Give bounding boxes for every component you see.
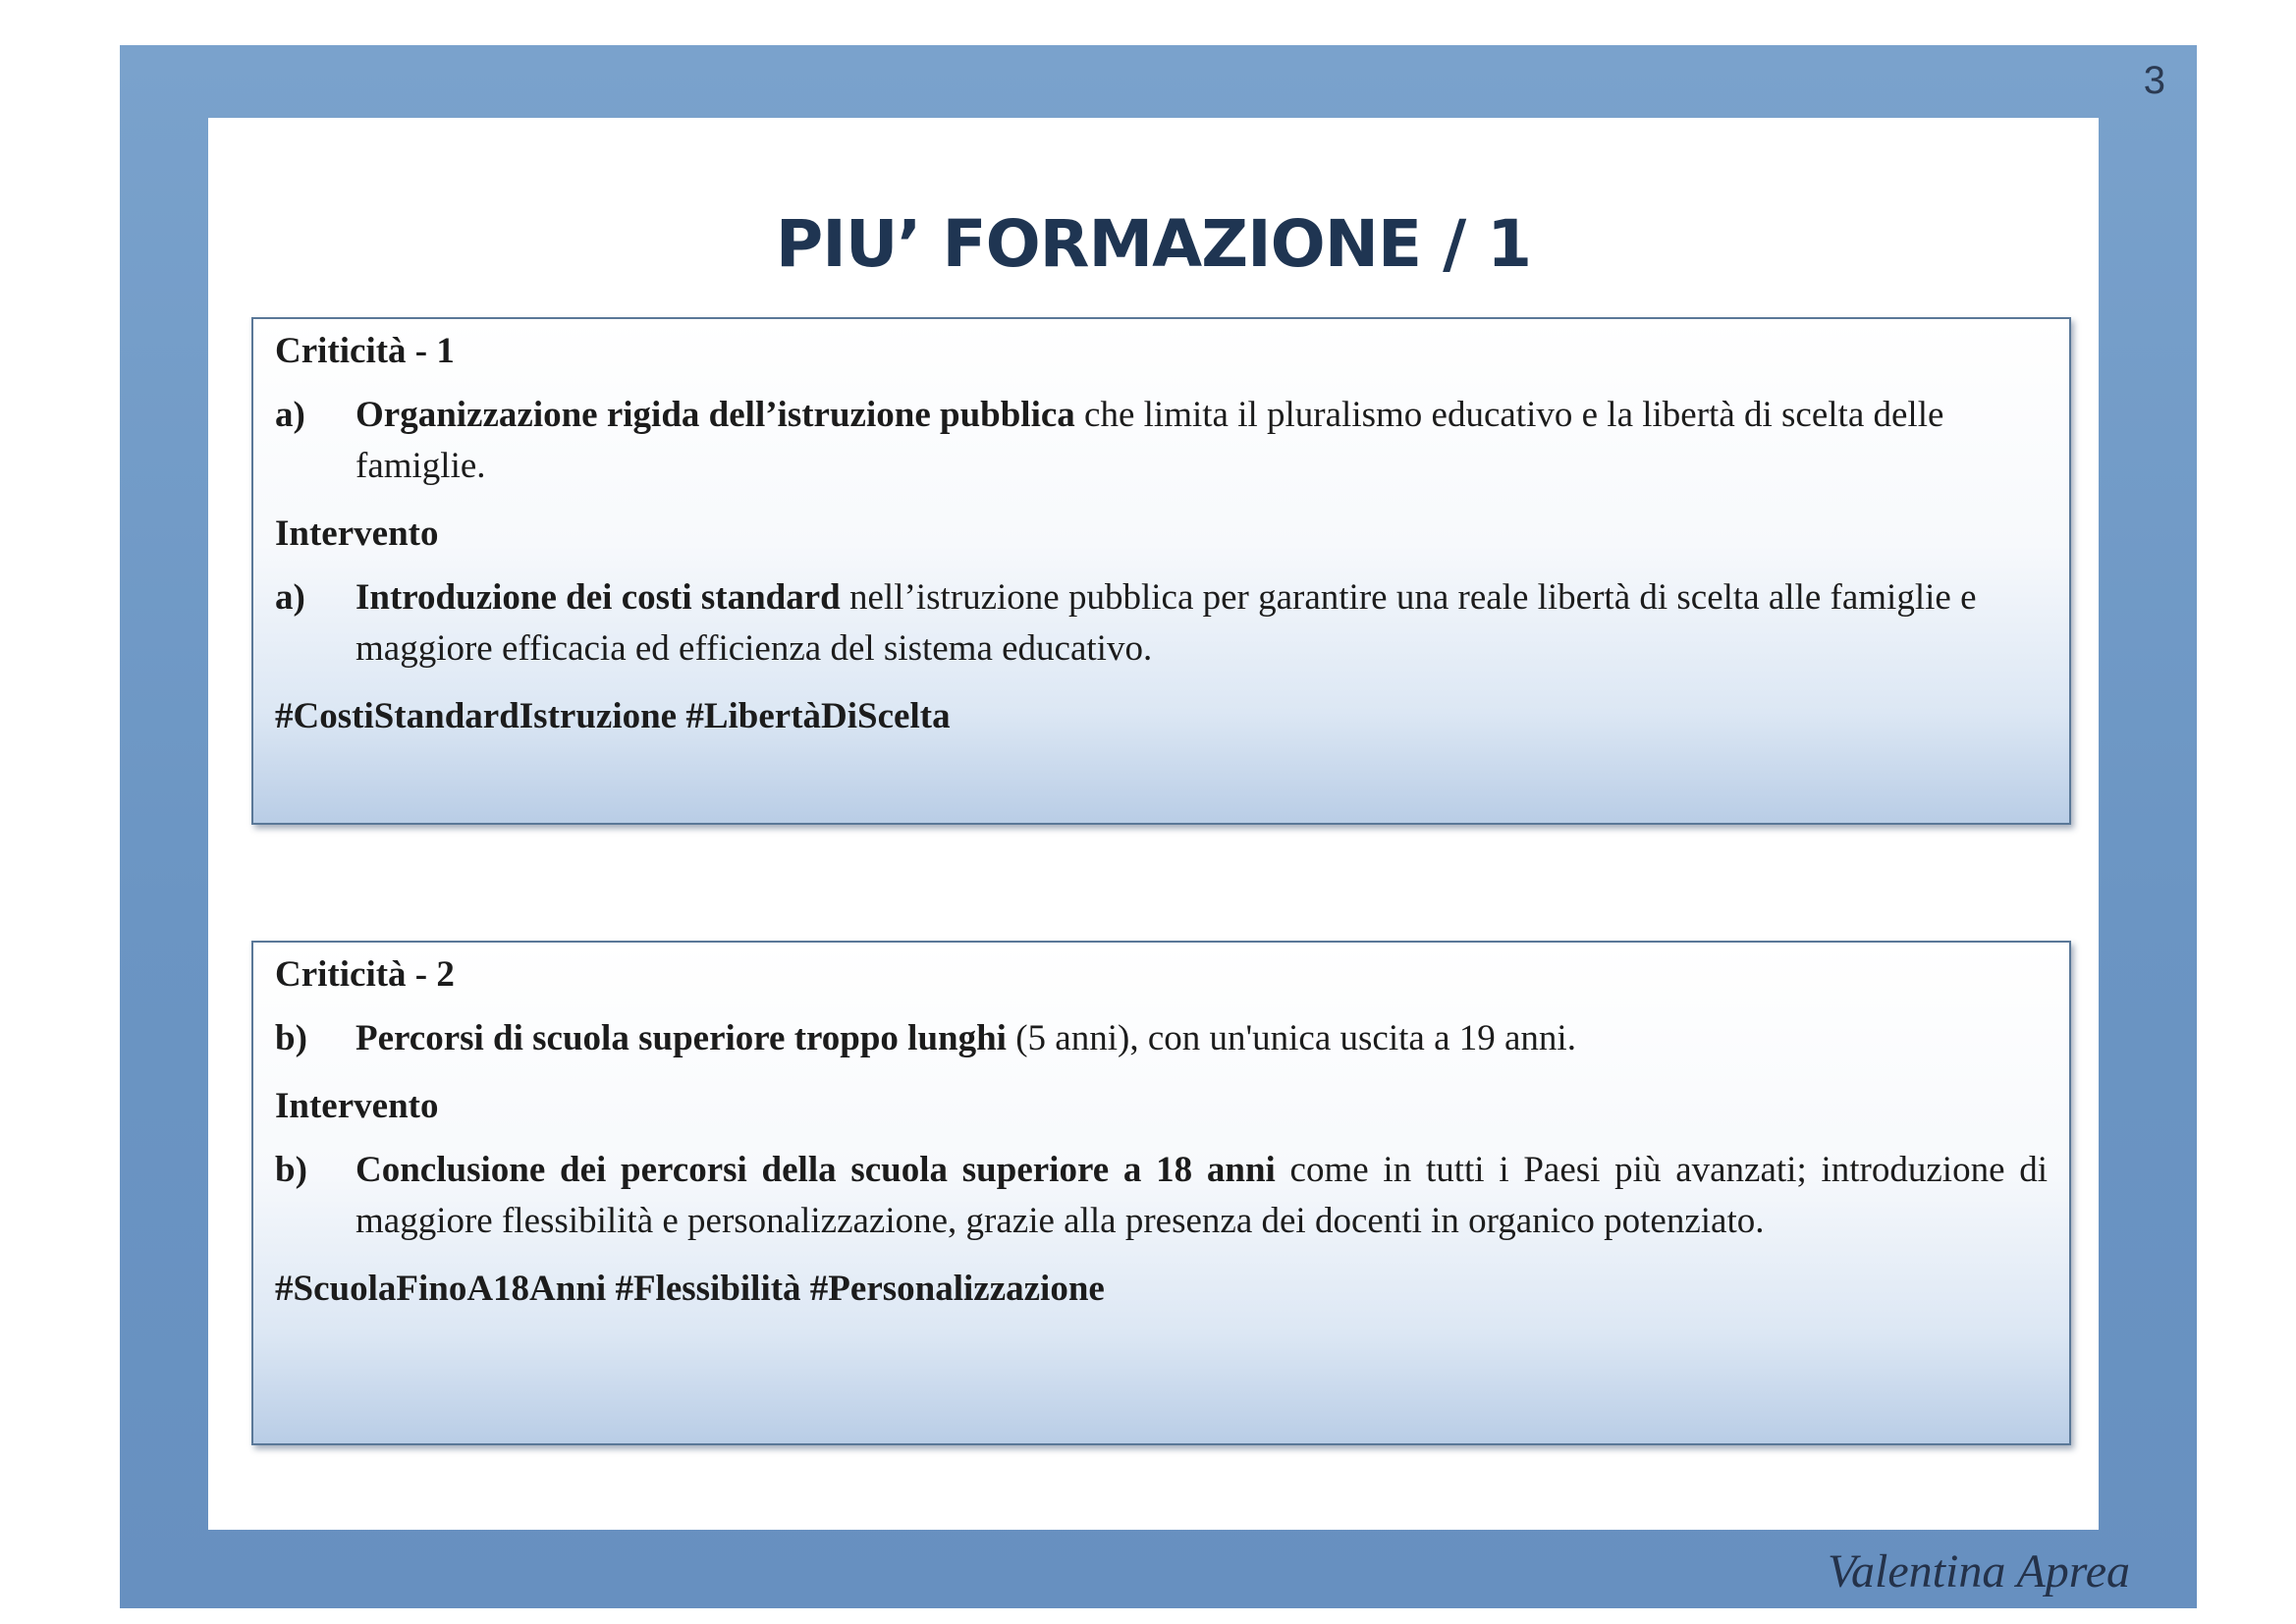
item-letter: b) bbox=[275, 1150, 307, 1190]
item-plain-text: che limita il pluralismo educativo e la libertà di scelta delle famiglie. bbox=[355, 395, 1944, 486]
item-plain-text: (5 anni), con un'unica uscita a 19 anni. bbox=[1006, 1018, 1576, 1058]
item-bold-text: Organizzazione rigida dell’istruzione pubblica bbox=[355, 395, 1075, 435]
intervento-item bbox=[275, 1145, 2048, 1247]
author-signature: Valentina Aprea bbox=[1828, 1545, 2130, 1597]
item-plain-text: come in tutti i Paesi più avanzati; introduzione di maggiore flessibilità e personalizzazione, grazie alla presenza dei docenti in organico potenziato. bbox=[355, 1150, 2049, 1241]
page-number: 3 bbox=[2143, 59, 2165, 102]
item-plain-text: nell’istruzione pubblica per garantire una reale libertà di scelta alle famiglie e maggiore efficacia ed efficienza del sistema educativo. bbox=[355, 577, 1977, 669]
item-bold-text: Percorsi di scuola superiore troppo lunghi bbox=[355, 1018, 1007, 1058]
hashtags: #ScuolaFinoA18Anni #Flessibilità #Personalizzazione bbox=[275, 1269, 1105, 1309]
intervento-heading: Intervento bbox=[275, 1086, 439, 1126]
criticita-heading: Criticità - 1 bbox=[275, 331, 455, 371]
item-text bbox=[355, 572, 2048, 675]
slide-frame bbox=[120, 45, 2197, 1608]
item-bold-text: Introduzione dei costi standard bbox=[355, 577, 841, 618]
slide-content bbox=[208, 118, 2099, 1530]
item-letter: a) bbox=[275, 395, 305, 435]
item-bold-text: Conclusione dei percorsi della scuola superiore a 18 anni bbox=[355, 1150, 1276, 1190]
criticita-box-1 bbox=[251, 317, 2071, 825]
hashtags: #CostiStandardIstruzione #LibertàDiScelta bbox=[275, 696, 951, 736]
criticita-box-2 bbox=[251, 941, 2071, 1445]
criticita-heading: Criticità - 2 bbox=[275, 954, 455, 995]
page-title: PIU’ FORMAZIONE / 1 bbox=[775, 206, 1532, 282]
item-letter: a) bbox=[275, 577, 305, 618]
intervento-item bbox=[275, 572, 2048, 675]
item-text bbox=[355, 1145, 2048, 1247]
item-text bbox=[355, 1013, 2048, 1064]
intervento-heading: Intervento bbox=[275, 514, 439, 554]
criticita-item bbox=[275, 1013, 2048, 1064]
item-letter: b) bbox=[275, 1018, 307, 1058]
item-text bbox=[355, 390, 2048, 492]
criticita-item bbox=[275, 390, 2048, 492]
